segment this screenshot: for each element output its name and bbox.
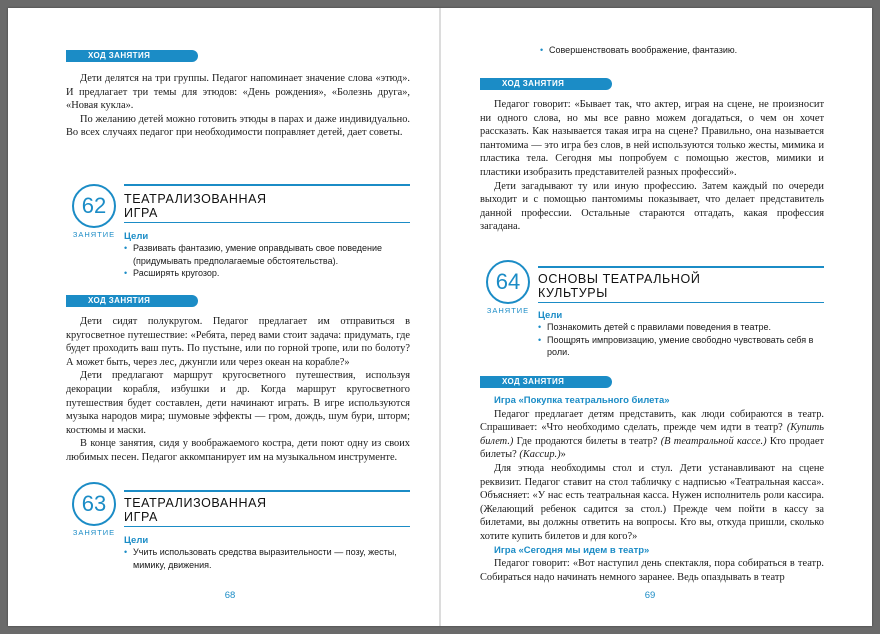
title-rule [538, 266, 824, 268]
lesson-number: 63 [72, 482, 116, 526]
left-section-2 [66, 295, 410, 465]
section-tab: ХОД ЗАНЯТИЯ [480, 376, 612, 388]
paragraph: Дети предлагают маршрут кругосветного путешествия, используя декорации корабля, избушки и др. Когда маршрут кругосветного путешествия будет составлен, дети начинают играть. В игре используются музыка народов мира; шумовые эффекты — гром, дождь, шум бури, шторм; костюмы и маски. [66, 370, 410, 436]
paragraph: Дети сидят полукругом. Педагог предлагает им отправиться в кругосветное путешествие: «Ребята, перед вами стоит задача: придумать, где будет проходить ваш путь. По пустыне, или по горной тропе, или по болоту? А может быть, через лес, джунгли или через океан на корабле?» [66, 316, 410, 368]
section-tab: ХОД ЗАНЯТИЯ [66, 295, 198, 307]
left-page [8, 8, 440, 626]
goal-item: • Учить использовать средства выразительности — позу, жесты, мимику, движения. [124, 546, 410, 571]
lesson-63-header [66, 482, 410, 540]
page-number: 68 [224, 590, 236, 601]
page-number: 69 [644, 590, 656, 601]
title-rule [124, 184, 410, 186]
lesson-64-goals [538, 310, 824, 359]
paragraph: Педагог говорит: «Бывает так, что актер, играя на сцене, не произносит ни одного слова, но мы все равно можем догадаться, о чем он хочет рассказать. Как называется такая игра на сцене? Правильно, она называется пантомима — это игра без слов, в ней используются только жесты, мимика и пластика тела. Сегодня мы попробуем с помощью жестов, мимики и пластики изобразить представителей разных профессий». [480, 99, 824, 178]
left-section-1 [66, 50, 410, 140]
paragraph: Дети загадывают ту или иную профессию. Затем каждый по очереди выходит и с помощью пантомимы показывает, что делает представитель данной профессии. Остальные стараются отгадать, какая профессия загадана. [480, 180, 824, 233]
paragraph: По желанию детей можно готовить этюды в парах и даже индивидуально. Во всех случаях педагог при необходимости поправляет детей, дает советы. [66, 113, 410, 139]
lesson-label: ЗАНЯТИЕ [72, 230, 116, 239]
right-page [440, 8, 872, 626]
lesson-label: ЗАНЯТИЕ [486, 306, 530, 315]
goal-item: • Познакомить детей с правилами поведения в театре. [538, 321, 824, 334]
goals-heading: Цели [124, 231, 149, 242]
goal-item: • Расширять кругозор. [124, 267, 410, 280]
paragraph: Педагог говорит: «Вот наступил день спектакля, пора собираться в театр. Собираться надо начинать немного заранее. Ведь опаздывать в театр [480, 558, 824, 583]
paragraph: Для этюда необходимы стол и стул. Дети устанавливают на сцене реквизит. Педагог ставит на стол табличку с надписью «Театральная касса». Объясняет: «У нас есть театральная касса. Нужен исполнитель роли кассира. (Желающий ребенок садится за стол.) Прежде чем пойти в кассу за билетами, вы должны ответить на вопросы. Кто вы, откуда пришли, сколько хотите купить билетов и для кого?» [480, 462, 824, 542]
lesson-number: 62 [72, 184, 116, 228]
section-tab: ХОД ЗАНЯТИЯ [480, 78, 612, 90]
book-spread [8, 8, 872, 626]
goal-continued [540, 44, 840, 57]
goal-item: • Совершенствовать воображение, фантазию. [540, 44, 840, 57]
paragraph: В конце занятия, сидя у воображаемого костра, дети поют одну из своих любимых песен. Педагог аккомпанирует им на музыкальном инструменте. [66, 438, 410, 463]
goals-heading: Цели [124, 535, 149, 546]
section-tab: ХОД ЗАНЯТИЯ [66, 50, 198, 62]
lesson-title: ТЕАТРАЛИЗОВАННАЯ ИГРА [124, 496, 267, 524]
lesson-63-goals [124, 535, 410, 571]
goals-heading: Цели [538, 310, 563, 321]
title-rule [538, 302, 824, 303]
lesson-title: ОСНОВЫ ТЕАТРАЛЬНОЙ КУЛЬТУРЫ [538, 272, 701, 300]
goal-item: • Развивать фантазию, умение оправдывать свое поведение (придумывать предполагаемые обстоятельства). [124, 242, 410, 267]
right-section-2 [480, 376, 824, 584]
right-section-1 [480, 78, 824, 234]
title-rule [124, 490, 410, 492]
goal-item: • Поощрять импровизацию, умение свободно чувствовать себя в роли. [538, 334, 824, 359]
game-heading: Игра «Сегодня мы идем в театр» [494, 544, 650, 556]
game-heading: Игра «Покупка театрального билета» [494, 395, 670, 406]
lesson-62-goals [124, 231, 410, 280]
lesson-number: 64 [486, 260, 530, 304]
title-rule [124, 222, 410, 223]
lesson-label: ЗАНЯТИЕ [72, 528, 116, 537]
lesson-title: ТЕАТРАЛИЗОВАННАЯ ИГРА [124, 192, 267, 220]
title-rule [124, 526, 410, 527]
paragraph: Дети делятся на три группы. Педагог напоминает значение слова «этюд». И предлагает три темы для этюдов: «День рождения», «Болезнь друга», «Новая кукла». [66, 73, 410, 112]
paragraph: Педагог предлагает детям представить, как люди собираются в театр. Спрашивает: «Что необходимо сделать, прежде чем идти в театр? (Купить билет.) Где продаются билеты в театр? (В театральной кассе.) Кто продает билеты? (Кассир.)» [480, 408, 824, 461]
